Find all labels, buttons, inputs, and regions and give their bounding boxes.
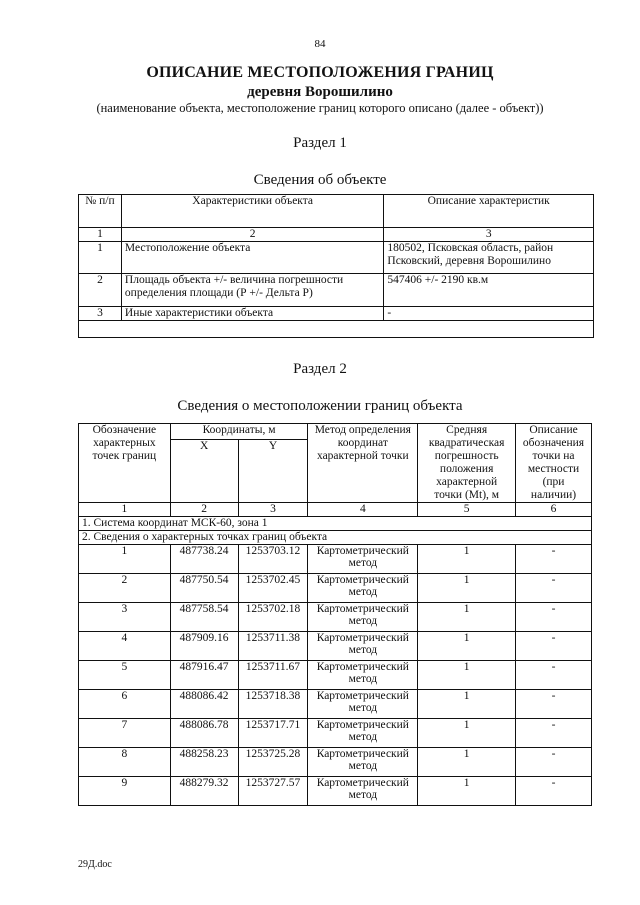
table-row (79, 242, 594, 274)
col-number: 5 (418, 503, 516, 517)
point-label: 8 (79, 748, 171, 777)
coord-system-row (79, 517, 592, 531)
row-characteristic: Иные характеристики объекта (121, 307, 383, 321)
section-1-heading: Сведения об объекте (253, 172, 387, 188)
mean-error: 1 (418, 748, 516, 777)
method: Картометрический метод (308, 719, 418, 748)
x-coordinate: 487909.16 (170, 632, 238, 661)
points-body (79, 545, 592, 806)
header-coordinates: Координаты, м (170, 424, 308, 440)
table-row (79, 777, 592, 806)
mean-error: 1 (418, 545, 516, 574)
x-coordinate: 487750.54 (170, 574, 238, 603)
object-info-table (78, 194, 594, 338)
row-number: 2 (79, 274, 122, 307)
y-coordinate: 1253717.71 (238, 719, 308, 748)
boundary-points-table (78, 423, 592, 806)
y-coordinate: 1253727.57 (238, 777, 308, 806)
x-coordinate: 488086.42 (170, 690, 238, 719)
col-number: 2 (121, 228, 383, 242)
table-row (79, 603, 592, 632)
method: Картометрический метод (308, 690, 418, 719)
header-point: Обозначение характерных точек границ (79, 424, 171, 503)
col-number: 2 (170, 503, 238, 517)
table-row (79, 661, 592, 690)
method: Картометрический метод (308, 777, 418, 806)
table-row (79, 719, 592, 748)
table-row (79, 748, 592, 777)
col-number: 1 (79, 503, 171, 517)
mean-error: 1 (418, 690, 516, 719)
points-heading: 2. Сведения о характерных точках границ объекта (79, 531, 592, 545)
header-point-description: Описание обозначения точки на местности (при наличии) (516, 424, 592, 503)
point-label: 6 (79, 690, 171, 719)
point-description: - (516, 632, 592, 661)
method: Картометрический метод (308, 748, 418, 777)
x-coordinate: 488086.78 (170, 719, 238, 748)
header-x: X (170, 440, 238, 503)
page-number: 84 (314, 38, 326, 50)
header-description: Описание характеристик (384, 195, 594, 228)
row-description: 180502, Псковская область, район Псковский, деревня Ворошилино (384, 242, 594, 274)
table-row (79, 307, 594, 321)
mean-error: 1 (418, 777, 516, 806)
col-number: 4 (308, 503, 418, 517)
point-description: - (516, 719, 592, 748)
column-numbers-row (79, 228, 594, 242)
point-label: 2 (79, 574, 171, 603)
method: Картометрический метод (308, 603, 418, 632)
point-description: - (516, 545, 592, 574)
y-coordinate: 1253711.67 (238, 661, 308, 690)
row-description: 547406 +/- 2190 кв.м (384, 274, 594, 307)
x-coordinate: 488258.23 (170, 748, 238, 777)
point-label: 3 (79, 603, 171, 632)
document-title: ОПИСАНИЕ МЕСТОПОЛОЖЕНИЯ ГРАНИЦ (146, 64, 494, 81)
col-number: 1 (79, 228, 122, 242)
y-coordinate: 1253702.45 (238, 574, 308, 603)
table-header-row (79, 424, 592, 440)
table-header-row (79, 195, 594, 228)
method: Картометрический метод (308, 661, 418, 690)
point-description: - (516, 690, 592, 719)
mean-error: 1 (418, 603, 516, 632)
table-row (79, 632, 592, 661)
table-row (79, 274, 594, 307)
table-row (79, 545, 592, 574)
points-heading-row (79, 531, 592, 545)
column-numbers-row (79, 503, 592, 517)
y-coordinate: 1253703.12 (238, 545, 308, 574)
point-label: 9 (79, 777, 171, 806)
section-2-heading: Сведения о местоположении границ объекта (177, 398, 463, 414)
col-number: 6 (516, 503, 592, 517)
point-label: 5 (79, 661, 171, 690)
file-name: 29Д.doc (78, 859, 112, 870)
table-row (79, 690, 592, 719)
method: Картометрический метод (308, 545, 418, 574)
object-name-note: (наименование объекта, местоположение границ которого описано (далее - объект)) (96, 101, 544, 115)
row-description: - (384, 307, 594, 321)
y-coordinate: 1253711.38 (238, 632, 308, 661)
mean-error: 1 (418, 719, 516, 748)
row-number: 3 (79, 307, 122, 321)
mean-error: 1 (418, 574, 516, 603)
x-coordinate: 487738.24 (170, 545, 238, 574)
section-2-label: Раздел 2 (293, 361, 347, 377)
x-coordinate: 487758.54 (170, 603, 238, 632)
point-description: - (516, 748, 592, 777)
y-coordinate: 1253725.28 (238, 748, 308, 777)
mean-error: 1 (418, 661, 516, 690)
table-row (79, 574, 592, 603)
point-description: - (516, 661, 592, 690)
row-characteristic: Местоположение объекта (121, 242, 383, 274)
method: Картометрический метод (308, 574, 418, 603)
object-name: деревня Ворошилино (247, 84, 393, 100)
col-number: 3 (384, 228, 594, 242)
point-label: 4 (79, 632, 171, 661)
y-coordinate: 1253702.18 (238, 603, 308, 632)
method: Картометрический метод (308, 632, 418, 661)
header-method: Метод определения координат характерной точки (308, 424, 418, 503)
header-y: Y (238, 440, 308, 503)
mean-error: 1 (418, 632, 516, 661)
point-description: - (516, 777, 592, 806)
point-description: - (516, 574, 592, 603)
section-1-label: Раздел 1 (293, 135, 347, 151)
x-coordinate: 487916.47 (170, 661, 238, 690)
col-number: 3 (238, 503, 308, 517)
point-label: 1 (79, 545, 171, 574)
x-coordinate: 488279.32 (170, 777, 238, 806)
empty-row (79, 321, 594, 338)
point-description: - (516, 603, 592, 632)
header-error: Средняя квадратическая погрешность положения характерной точки (Mt), м (418, 424, 516, 503)
row-number: 1 (79, 242, 122, 274)
point-label: 7 (79, 719, 171, 748)
row-characteristic: Площадь объекта +/- величина погрешности определения площади (Р +/- Дельта Р) (121, 274, 383, 307)
header-number: № п/п (79, 195, 122, 228)
empty-cell (79, 321, 594, 338)
coord-system: 1. Система координат МСК-60, зона 1 (79, 517, 592, 531)
y-coordinate: 1253718.38 (238, 690, 308, 719)
header-characteristics: Характеристики объекта (121, 195, 383, 228)
